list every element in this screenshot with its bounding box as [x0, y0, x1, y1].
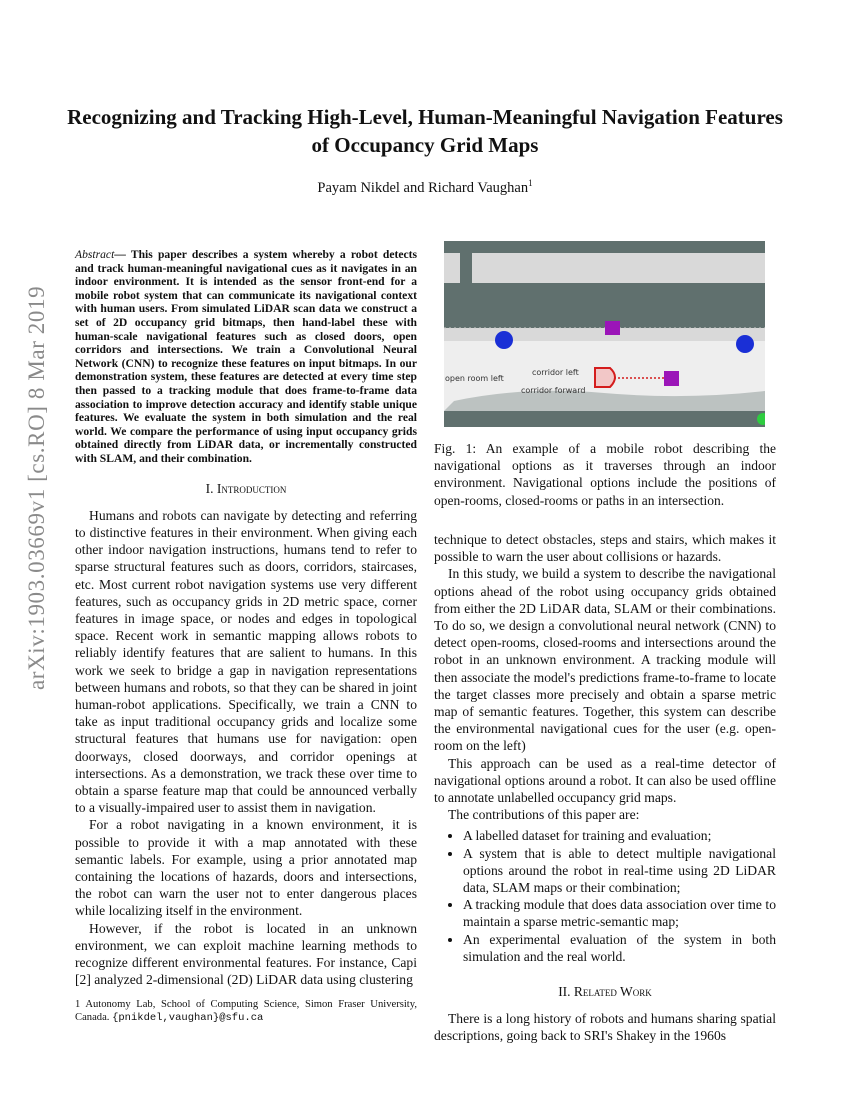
label-corridor-forward: corridor forward	[521, 386, 586, 395]
list-item: • A tracking module that does data association over time to maintain a sparse metric-semantic map;	[463, 896, 776, 930]
contributions-list	[434, 827, 776, 965]
occupancy-map-image	[444, 241, 765, 427]
footnote	[75, 998, 417, 1025]
arxiv-identifier: arXiv:1903.03669v1 [cs.RO] 8 Mar 2019	[24, 285, 49, 690]
intersection-marker-right	[664, 371, 679, 386]
label-open-room-left: open room left	[445, 374, 504, 383]
left-column	[75, 248, 417, 988]
intro-paragraph-1: Humans and robots can navigate by detecting and referring to distinctive features in their environment. When giving each other indoor navigation instructions, humans tend to refer to sparse structural features such as doors, corridors, staircases, etc. Most current robot navigation systems use very different features, such as occupancy grids in 2D metric space, corner features in image space, or nodes and edges in topological space. Recent work in semantic mapping allows robots to reliably identify features that are salient to humans. In this work we seek to bridge a gap in navigation representations between humans and robots, so that they can be shared in joint human-robot applications. Specifically, we train a CNN to take as input traditional occupancy grids and localize some structural features that humans use for navigation: open doorways, closed doorways, and corridor openings at intersections. As a demonstration, we track these over time to obtain a sparse feature map that could be announced verbally to a visually-impaired user to assist them in navigation.	[75, 507, 417, 816]
open-room-marker-right	[736, 335, 754, 353]
figure-occupancy-map	[444, 241, 765, 427]
paper-title: Recognizing and Tracking High-Level, Human-Meaningful Navigation Features of Occupancy Grid Maps	[67, 105, 783, 157]
right-paragraph-2: In this study, we build a system to describe the navigational options ahead of the robot using occupancy grids obtained from either the 2D LiDAR data, SLAM or their combinations. To do so, we design a convolutional neural network (CNN) to detect open-rooms, closed-rooms and intersections around the robot in an unknown environment. A tracking module will then associate the model's predictions frame-to-frame to locate the target classes more precisely and obtain a sparse metric map of semantic features. Together, this system can describe the environmental navigational cues for the user (e.g. open-room on the left)	[434, 566, 776, 754]
robot-icon	[595, 368, 615, 387]
abstract-lead: Abstract	[75, 248, 115, 261]
label-corridor-left: corridor left	[532, 368, 579, 377]
intro-paragraph-2: For a robot navigating in a known environment, it is possible to provide it with a map annotated with these semantic labels. For example, using a prior annotated map containing the locations of hazards, doors and intersections, the robot can warn the user not to enter dangerous places while localizing itself in the environment.	[75, 817, 417, 919]
right-paragraph-1: technique to detect obstacles, steps and stairs, which makes it possible to warn the user about collisions or hazards.	[434, 532, 776, 565]
right-paragraph-4: The contributions of this paper are:	[448, 807, 640, 823]
footnote-text: 1 Autonomy Lab, School of Computing Science, Simon Fraser University, Canada.	[75, 999, 417, 1023]
list-item: • A labelled dataset for training and evaluation;	[463, 827, 776, 844]
abstract-body: — This paper describes a system whereby a robot detects and track human-meaningful navigational cues as it navigates in an indoor environment. It is intended as the sensor front-end for a mobile robot system that can communicate its navigational context with human users. From simulated LiDAR scan data we construct a set of 2D occupancy grid bitmaps, then hand-label these with human-scale navigational features such as closed doors, open corridors and intersections. We train a Convolutional Neural Network (CNN) to recognize these features on input bitmaps. In our demonstration system, these features are detected at every time step then passed to a tracking module that does frame-to-frame data association to improve detection accuracy and identify stable unique features. We evaluate the system in both simulation and the real world. We compare the performance of using input occupancy grids obtained directly from LiDAR data, or incrementally constructed with SLAM, and their combination.	[75, 248, 417, 465]
map-wall-stub	[460, 253, 472, 283]
map-bottom-wall	[444, 411, 765, 427]
open-room-marker-left	[495, 331, 513, 349]
intersection-marker-top	[605, 321, 620, 335]
authors	[60, 178, 790, 197]
footnote-email: {pnikdel,vaughan}@sfu.ca	[112, 1012, 264, 1024]
section-heading-related-work: II. Related Work	[558, 984, 652, 1000]
map-right-block	[644, 283, 765, 328]
list-item: • An experimental evaluation of the system in both simulation and the real world.	[463, 931, 776, 965]
section-heading-introduction: I. Introduction	[205, 480, 287, 496]
abstract	[75, 248, 417, 466]
list-item: • A system that is able to detect multiple navigational options around the robot in real-time using 2D LiDAR data, SLAM maps or their combination;	[463, 845, 776, 897]
intro-paragraph-3: However, if the robot is located in an unknown environment, we can exploit machine learning methods to recognize different environmental features. For instance, Capi [2] analyzed 2-dimensional (2D) LiDAR data using clustering	[75, 920, 417, 988]
author-names: Payam Nikdel and Richard Vaughan	[317, 179, 529, 196]
map-top-wall	[444, 241, 765, 253]
right-column	[434, 531, 776, 1045]
figure-caption: Fig. 1: An example of a mobile robot describing the navigational options as it traverses through an indoor environment. Navigational options include the positions of open-rooms, closed-rooms or paths in an intersection.	[434, 441, 776, 508]
figure-caption-block	[434, 440, 776, 509]
author-affiliation-mark: 1	[528, 178, 533, 188]
related-paragraph-1: There is a long history of robots and humans sharing spatial descriptions, going back to SRI's Shakey in the 1960s	[434, 1011, 776, 1044]
right-paragraph-3: This approach can be used as a real-time detector of navigational options around a robot. It can also be used offline to annotate unlabelled occupancy grid maps.	[434, 755, 776, 806]
